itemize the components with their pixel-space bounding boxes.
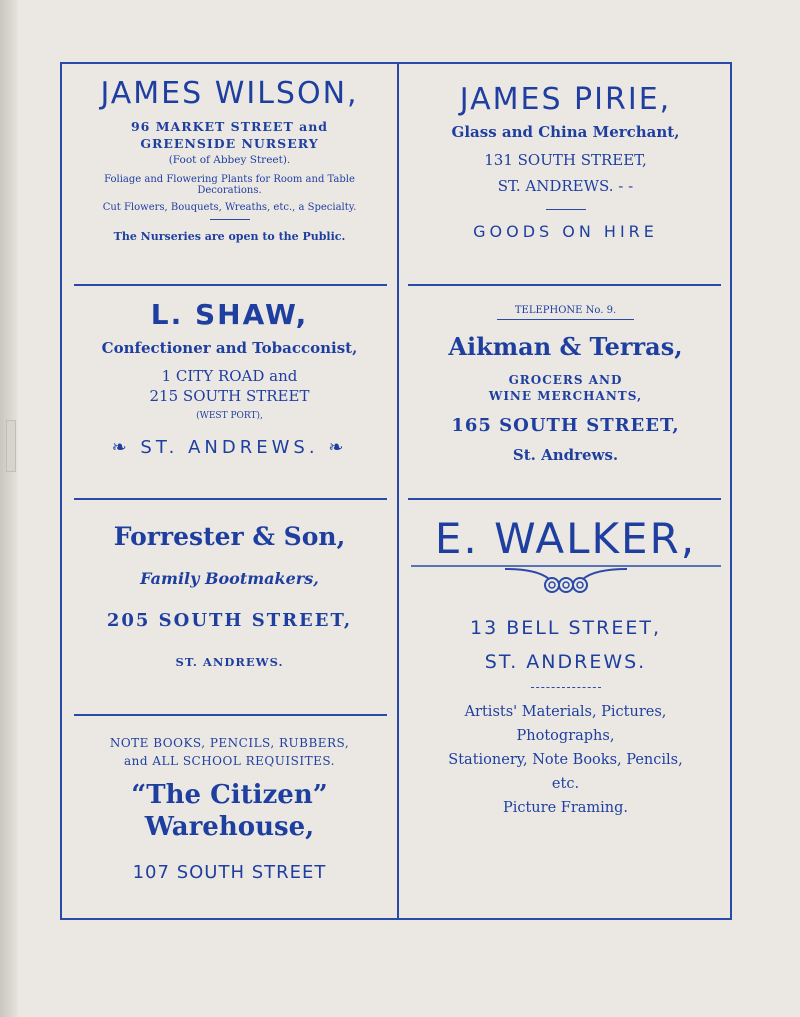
ad-aikman-terras (399, 298, 732, 464)
aikman-name: Aikman & Terras, (448, 332, 683, 361)
walker-goods-3: Stationery, Note Books, Pencils, (448, 752, 683, 768)
shaw-address-2: 215 SOUTH STREET (149, 387, 310, 405)
ad-l-shaw (62, 298, 397, 458)
walker-goods-2: Photographs, (516, 728, 615, 744)
walker-ornament-rule (531, 687, 601, 688)
wilson-name: JAMES WILSON, (100, 76, 359, 111)
pirie-note: GOODS ON HIRE (473, 222, 658, 241)
citizen-address: 107 SOUTH STREET (132, 862, 327, 883)
fleuron-icon: ❧ (328, 437, 348, 458)
shaw-address-1: 1 CITY ROAD and (161, 367, 298, 385)
aikman-trade-1: GROCERS AND (508, 373, 623, 387)
wilson-location-note: (Foot of Abbey Street). (168, 154, 291, 166)
pirie-trade: Glass and China Merchant, (451, 123, 680, 141)
binding-staple (6, 420, 16, 472)
pirie-rule (546, 209, 586, 210)
shaw-town-line (62, 437, 397, 458)
divider-right-1 (408, 284, 721, 286)
walker-address: 13 BELL STREET, (470, 617, 661, 639)
divider-left-1 (74, 284, 387, 286)
divider-right-2 (408, 498, 721, 500)
shaw-name: L. SHAW, (150, 298, 309, 331)
forrester-trade: Family Bootmakers, (140, 569, 319, 588)
aikman-telephone: TELEPHONE No. 9. (497, 305, 634, 320)
shaw-trade: Confectioner and Tobacconist, (101, 339, 358, 357)
wilson-address-1: 96 MARKET STREET and (130, 119, 329, 134)
citizen-line-1: NOTE BOOKS, PENCILS, RUBBERS, (109, 736, 350, 750)
advertisement-frame (60, 62, 732, 920)
wilson-rule (210, 219, 250, 220)
wilson-products-2: Decorations. (197, 185, 262, 196)
pirie-name: JAMES PIRIE, (459, 82, 672, 117)
walker-goods-4: etc. (551, 776, 580, 792)
walker-name: E. WALKER, (434, 514, 697, 563)
shaw-district: (WEST PORT), (196, 411, 263, 421)
forrester-town: ST. ANDREWS. (175, 655, 284, 669)
page-binding-edge (0, 0, 18, 1017)
aikman-address: 165 SOUTH STREET, (451, 415, 680, 436)
ad-e-walker (399, 514, 732, 816)
aikman-town: St. Andrews. (512, 446, 619, 464)
pirie-town: ST. ANDREWS. - - (497, 177, 634, 195)
citizen-title-2: Warehouse, (144, 812, 315, 842)
pirie-address: 131 SOUTH STREET, (484, 151, 647, 169)
fleuron-icon: ❧ (111, 437, 131, 458)
wilson-address-2: GREENSIDE NURSERY (140, 136, 319, 151)
citizen-line-2: and ALL SCHOOL REQUISITES. (124, 754, 335, 768)
wilson-note: The Nurseries are open to the Public. (113, 230, 346, 243)
forrester-name: Forrester & Son, (113, 522, 346, 551)
walker-goods-1: Artists' Materials, Pictures, (464, 704, 667, 720)
ad-james-pirie (399, 82, 732, 241)
wilson-products-1: Foliage and Flowering Plants for Room and Table (104, 174, 355, 185)
wilson-specialty: Cut Flowers, Bouquets, Wreaths, etc., a Specialty. (102, 202, 357, 213)
ad-citizen-warehouse (62, 736, 397, 883)
walker-goods-5: Picture Framing. (502, 800, 629, 816)
citizen-title-1: “The Citizen” (131, 780, 328, 810)
divider-left-2 (74, 498, 387, 500)
walker-town: ST. ANDREWS. (484, 651, 647, 673)
ad-james-wilson (62, 76, 397, 243)
ad-forrester-son (62, 522, 397, 669)
forrester-address: 205 SOUTH STREET, (106, 610, 353, 631)
scroll-ornament-icon (407, 563, 725, 597)
shaw-town: ST. ANDREWS. (140, 437, 319, 458)
divider-left-3 (74, 714, 387, 716)
aikman-trade-2: WINE MERCHANTS, (488, 389, 643, 403)
